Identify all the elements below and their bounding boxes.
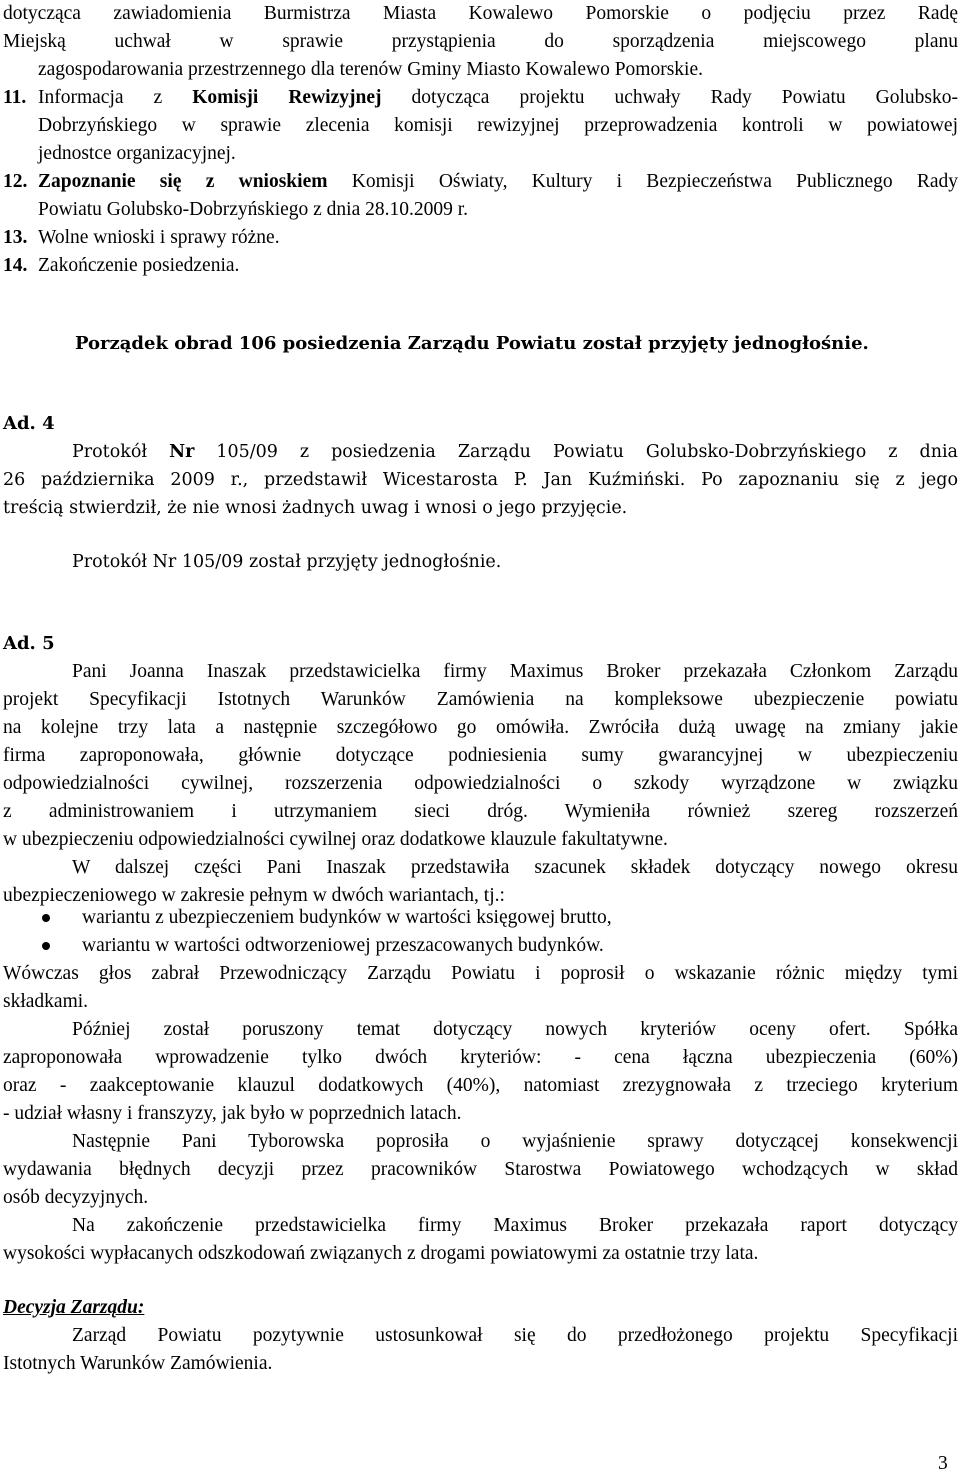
item13-number: 13. (3, 227, 28, 248)
ad5-p1-line2: projekt Specyfikacji Istotnych Warunków Zamówienia na kompleksowe ubezpieczenie powiatu (3, 689, 958, 710)
ad5-p3-line1: Wówczas głos zabrał Przewodniczący Zarządu Powiatu i poprosił o wskazanie różnic między tymi (3, 963, 958, 984)
agenda-adopted-statement: Porządek obrad 106 posiedzenia Zarządu Powiatu został przyjęty jednogłośnie. (75, 333, 869, 354)
ad5-p1-line3: na kolejne trzy lata a następnie szczegółowo go omówiła. Zwróciła dużą uwagę na zmiany jakie (3, 717, 958, 738)
ad5-p1-line4: firma zaproponowała, głównie dotyczące podniesienia sumy gwarancyjnej w ubezpieczeniu (3, 745, 958, 766)
item13-text: Wolne wnioski i sprawy różne. (38, 227, 280, 248)
decision-line2: Istotnych Warunków Zamówienia. (3, 1353, 273, 1374)
item12-line2: Powiatu Golubsko-Dobrzyńskiego z dnia 28.10.2009 r. (38, 199, 469, 220)
ad5-p6-line1: Na zakończenie przedstawicielka firmy Maximus Broker przekazała raport dotyczący (72, 1215, 958, 1236)
item12-number: 12. (3, 171, 28, 192)
ad4-heading: Ad. 4 (3, 413, 55, 434)
item10-line1: dotycząca zawiadomienia Burmistrza Miasta Kowalewo Pomorskie o podjęciu przez Radę (3, 3, 958, 24)
bullet-item-1: wariantu z ubezpieczeniem budynków w wartości księgowej brutto, (82, 907, 612, 928)
ad5-p5-line3: osób decyzyjnych. (3, 1187, 149, 1208)
item14-number: 14. (3, 255, 28, 276)
bullet-dot-icon (42, 914, 50, 922)
bullet-dot-icon (42, 942, 50, 950)
item11-line2: Dobrzyńskiego w sprawie zlecenia komisji rewizyjnej przeprowadzenia kontroli w powiatowej (38, 115, 958, 136)
ad4-line1: Protokół Nr 105/09 z posiedzenia Zarządu Powiatu Golubsko-Dobrzyńskiego z dnia (72, 442, 958, 462)
ad5-p6-line2: wysokości wypłacanych odszkodowań związanych z drogami powiatowymi za ostatnie trzy lata. (3, 1243, 759, 1264)
ad5-p1-line6: z administrowaniem i utrzymaniem sieci dróg. Wymieniła również szereg rozszerzeń (3, 801, 958, 822)
ad5-heading: Ad. 5 (3, 633, 55, 654)
ad5-p3-line2: składkami. (3, 991, 89, 1012)
ad4-line3: treścią stwierdził, że nie wnosi żadnych uwag i wnosi o jego przyjęcie. (3, 498, 628, 518)
ad5-p2-line2: ubezpieczeniowego w zakresie pełnym w dwóch wariantach, tj.: (3, 885, 505, 906)
item11-line3: jednostce organizacyjnej. (38, 143, 236, 164)
ad5-p1-line1: Pani Joanna Inaszak przedstawicielka firmy Maximus Broker przekazała Członkom Zarządu (72, 661, 958, 682)
item11-line1: Informacja z Komisji Rewizyjnej dotycząca projektu uchwały Rady Powiatu Golubsko- (38, 87, 959, 108)
page-number: 3 (938, 1453, 948, 1474)
ad5-p2-line1: W dalszej części Pani Inaszak przedstawiła szacunek składek dotyczący nowego okresu (72, 857, 958, 878)
item14-text: Zakończenie posiedzenia. (38, 255, 240, 276)
ad4-result: Protokół Nr 105/09 został przyjęty jednogłośnie. (72, 552, 502, 572)
decision-line1: Zarząd Powiatu pozytywnie ustosunkował się do przedłożonego projektu Specyfikacji (72, 1325, 958, 1346)
bullet-item-2: wariantu w wartości odtworzeniowej przeszacowanych budynków. (82, 935, 604, 956)
item11-number: 11. (3, 87, 27, 108)
committee-name: Komisji Rewizyjnej (192, 87, 382, 108)
ad5-p5-line2: wydawania błędnych decyzji przez pracowników Starostwa Powiatowego wchodzących w skład (3, 1159, 958, 1180)
item10-line3: zagospodarowania przestrzennego dla terenów Gminy Miasto Kowalewo Pomorskie. (38, 59, 703, 80)
ad5-p5-line1: Następnie Pani Tyborowska poprosiła o wyjaśnienie sprawy dotyczącej konsekwencji (72, 1131, 958, 1152)
item10-line2: Miejską uchwał w sprawie przystąpienia do sporządzenia miejscowego planu (3, 31, 958, 52)
ad5-p4-line3: oraz - zaakceptowanie klauzul dodatkowych (40%), natomiast zrezygnowała z trzeciego kryterium (3, 1075, 958, 1096)
ad5-p4-line4: - udział własny i franszyzy, jak było w poprzednich latach. (3, 1103, 462, 1124)
ad4-line2: 26 października 2009 r., przedstawił Wicestarosta P. Jan Kuźmiński. Po zapoznaniu się z jego (3, 470, 958, 490)
ad5-p1-line5: odpowiedzialności cywilnej, rozszerzenia odpowiedzialności o szkody wyrządzone w związku (3, 773, 958, 794)
decision-heading: Decyzja Zarządu: (3, 1297, 145, 1318)
ad5-p4-line1: Później został poruszony temat dotyczący nowych kryteriów oceny ofert. Spółka (72, 1019, 958, 1040)
ad5-p4-line2: zaproponowała wprowadzenie tylko dwóch kryteriów: - cena łączna ubezpieczenia (60%) (3, 1047, 958, 1068)
item12-line1: Zapoznanie się z wnioskiem Komisji Oświaty, Kultury i Bezpieczeństwa Publicznego Rady (38, 171, 958, 192)
ad5-p1-line7: w ubezpieczeniu odpowiedzialności cywilnej oraz dodatkowe klauzule fakultatywne. (3, 829, 668, 850)
